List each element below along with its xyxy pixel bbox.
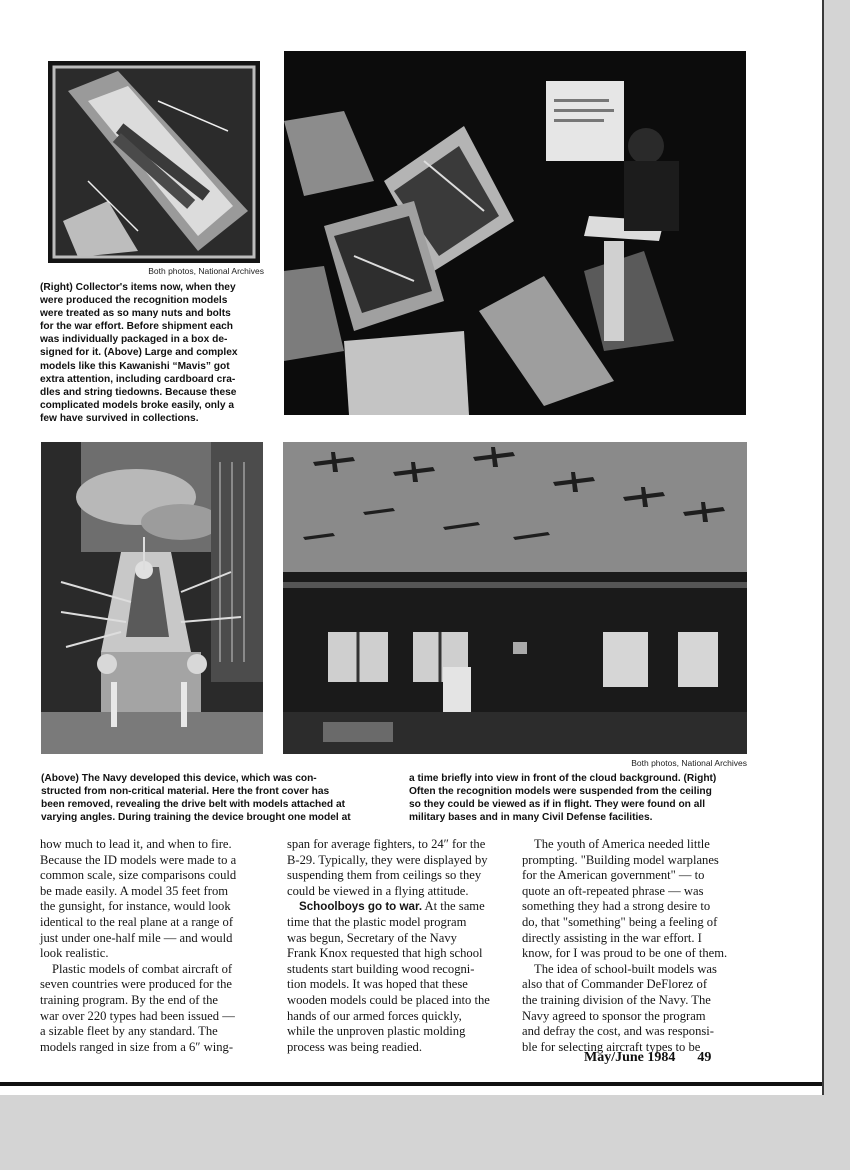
photo-packaged-models-boxes	[284, 51, 746, 415]
photo-mavis-model-in-box	[48, 61, 260, 263]
page-number: 49	[697, 1050, 712, 1065]
caption-top: (Right) Collector's items now, when they were produced the recognition models were treated as so many nuts and bolts for the war effort. Before shipment each was individually packaged in a box de- signed for it. (Above) Large and complex models like this Kawanishi “Mavis” got extra attention, including cardboard cra- dles and string tiedowns. Because these complicated models broke easily, only a few have survived in collections.	[40, 282, 238, 424]
photo-credit: Both photos, National Archives	[148, 266, 264, 276]
photo-credit: Both photos, National Archives	[631, 758, 747, 768]
scan-edge-line	[822, 0, 824, 1095]
subhead-schoolboys: Schoolboys go to war.	[299, 900, 423, 914]
body-column-1: how much to lead it, and when to fire. Because the ID models were made to a common scale, size comparisons could be made easily. A model 35 feet from the gunsight, for instance, would look identical to the real plane at a range of just under one-half mile — and would look realistic. Plastic models of combat aircraft of seven countries were produced for the training program. By the end of the war over 220 types had been issued — a sizable fleet by any standard. The models ranged in size from a 6″ wing-	[40, 837, 237, 1054]
page-footer	[584, 1050, 711, 1066]
body-column-3: The youth of America needed little prompting. "Building model warplanes for the American government" — to quote an oft-repeated phrase — was something they had a strong desire to do, that "something" being a feeling of directly assisting in the war effort. I know, for I was proud to be one of them. The idea of school-built models was also that of Commander DeFlorez of the training division of the Navy. The Navy agreed to sponsor the program and defray the cost, and was responsi- ble for selecting aircraft types to be	[522, 837, 728, 1054]
caption-bottom-right: a time briefly into view in front of the cloud background. (Right) Often the recognition models were suspended from the ceiling so they could be viewed as if in flight. They were found on all military bases and in many Civil Defense facilities.	[409, 773, 717, 824]
issue-date: May/June 1984	[584, 1050, 676, 1065]
photo-navy-training-device	[41, 442, 263, 754]
caption-bottom-left: (Above) The Navy developed this device, which was con- structed from non-critical material. Here the front cover has been removed, revealing the drive belt with models attached at varying angles. During training the device brought one model at	[41, 773, 351, 824]
bottom-rule	[0, 1082, 822, 1086]
body-column-2: span for average fighters, to 24″ for the B-29. Typically, they were displayed by suspending them from ceilings so they could be viewed in a flying attitude. Schoolboys go to war. At the same time that the plastic model program was begun, Secretary of the Navy Frank Knox requested that high school students start building wood recogni- tion models. It was hoped that these wooden models could be placed into the hands of our armed forces quickly, while the unproven plastic molding process was being readied.	[287, 837, 490, 1054]
photo-models-suspended-from-ceiling	[283, 442, 747, 754]
